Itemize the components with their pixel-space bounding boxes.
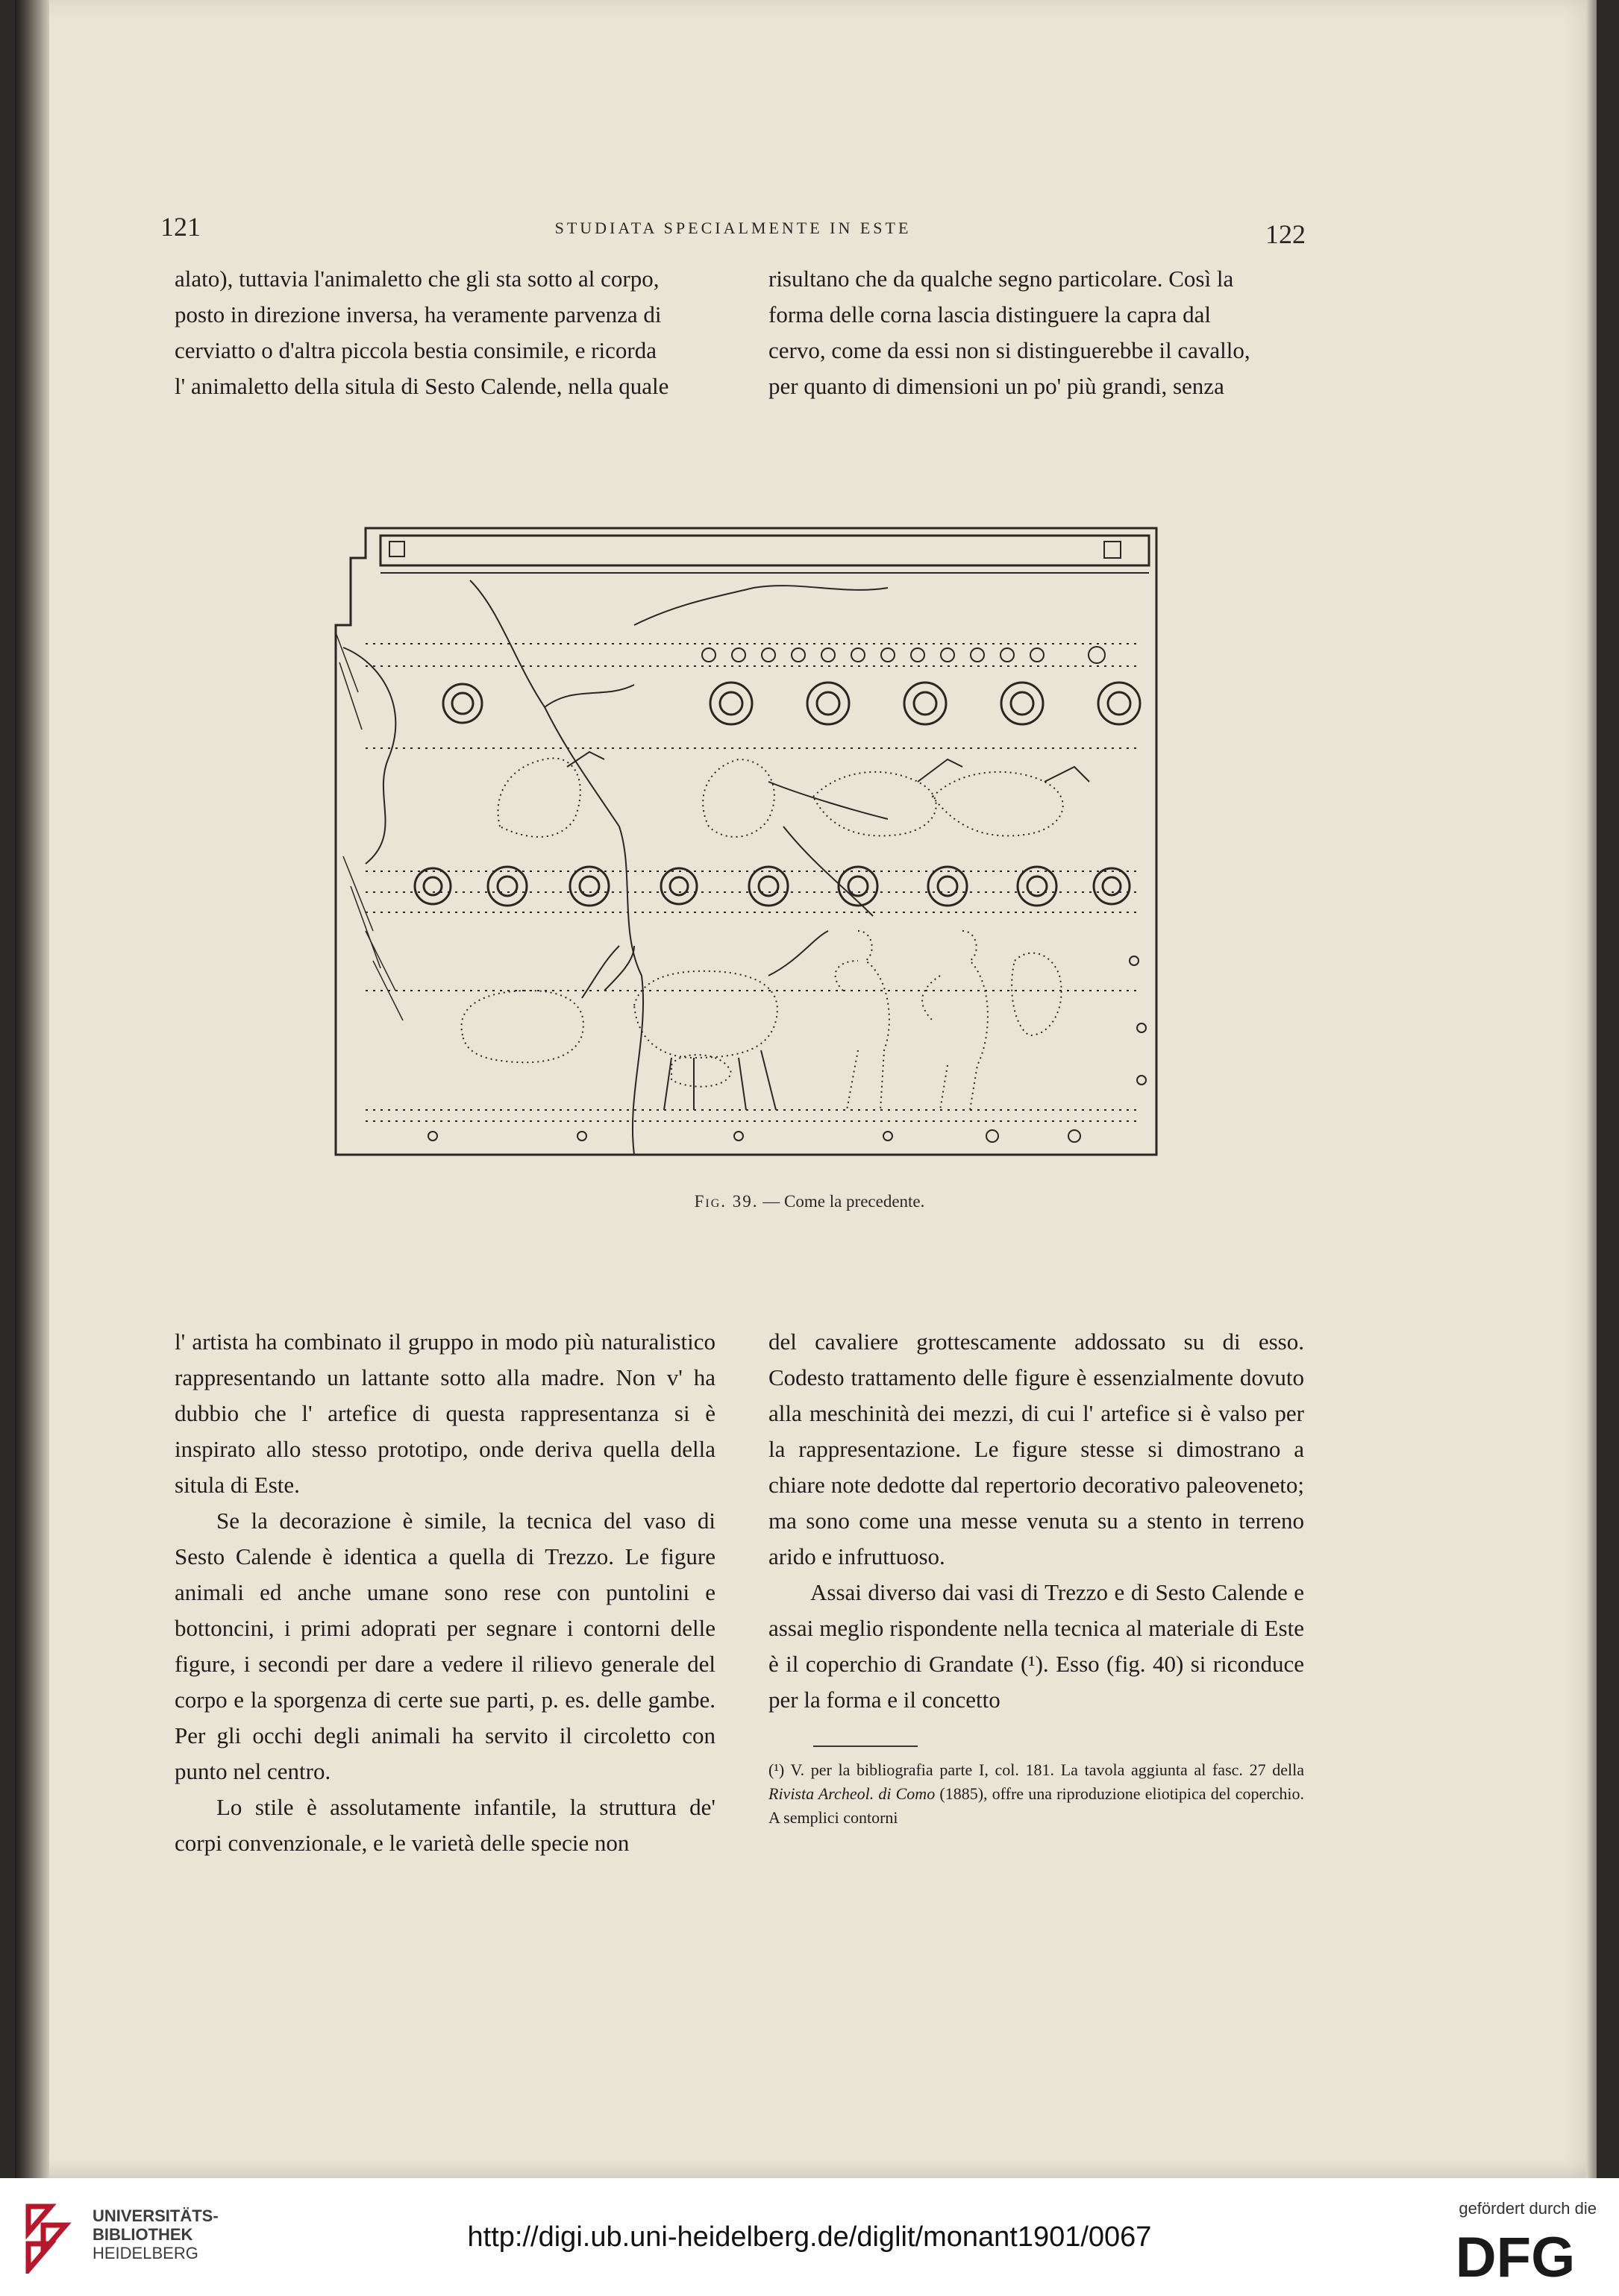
- paragraph: l' artista ha combinato il gruppo in modo più naturalistico rappresentando un lattante sotto alla madre. Non v' ha dubbio che l' artefice di questa rappresentanza si è inspirato allo stesso prototipo, onde deriva quella della situla di Este.: [175, 1329, 715, 1498]
- running-title: STUDIATA SPECIALMENTE IN ESTE: [554, 219, 912, 237]
- text-line: alato), tuttavia l'animaletto che gli sta sotto al corpo,: [175, 266, 660, 292]
- figure-caption: [0, 1192, 1619, 1211]
- column-bottom-left: [175, 1324, 715, 1861]
- library-name-line: BIBLIOTHEK: [93, 2225, 193, 2244]
- footnote-text-before: (¹) V. per la bibliografia parte I, col. 181. La tavola aggiunta al fasc. 27 della: [768, 1760, 1304, 1779]
- column-top-right: [768, 261, 1304, 404]
- book-gutter: [15, 0, 49, 2178]
- text-line: forma delle corna lascia distinguere la capra dal: [768, 301, 1212, 327]
- footnote: [768, 1758, 1304, 1830]
- paragraph: Assai diverso dai vasi di Trezzo e di Sesto Calende e assai meglio rispondente nella tecnica al materiale di Este è il coperchio di Grandate (¹). Esso (fig. 40) si riconduce per la forma e il concetto: [768, 1579, 1304, 1713]
- page-number-left: 121: [160, 212, 201, 242]
- permalink-url[interactable]: http://digi.ub.uni-heidelberg.de/diglit/monant1901/0067: [467, 2221, 1152, 2253]
- column-top-left: [175, 261, 715, 404]
- library-name-line: UNIVERSITÄTS-: [93, 2206, 219, 2225]
- viewer-footer: [0, 2178, 1619, 2296]
- text-line: posto in direzione inversa, ha veramente parvenza di: [175, 301, 662, 327]
- text-line: per quanto di dimensioni un po' più grandi, senza: [768, 373, 1224, 399]
- footnote-rule: [813, 1745, 918, 1747]
- column-bottom-right: [768, 1324, 1304, 1718]
- figure-label: Fig. 39.: [694, 1192, 759, 1211]
- page-number-right: 122: [1265, 219, 1306, 249]
- text-line: cerviatto o d'altra piccola bestia consimile, e ricorda: [175, 337, 657, 363]
- paragraph: Lo stile è assolutamente infantile, la struttura de' corpi convenzionale, e le varietà delle specie non: [175, 1794, 715, 1856]
- figure-39-engraving: [321, 513, 1164, 1162]
- library-name-line: HEIDELBERG: [93, 2244, 198, 2262]
- footnote-journal-title: Rivista Archeol. di Como: [768, 1784, 936, 1803]
- funder-label: gefördert durch die: [1459, 2199, 1597, 2218]
- footnote-text-after: (1885), offre una riproduzione eliotipica del coperchio. A semplici contorni: [768, 1784, 1304, 1827]
- text-line: l' animaletto della situla di Sesto Calende, nella quale: [175, 373, 669, 399]
- page-edge-right: [1586, 0, 1597, 2178]
- figure-caption-text: — Come la precedente.: [762, 1192, 925, 1211]
- dfg-logo-icon: [1437, 2230, 1594, 2283]
- dfg-logo-text: DFG: [1455, 2230, 1576, 2283]
- paragraph: del cavaliere grottescamente addossato su di esso. Codesto trattamento delle figure è essenzialmente dovuto alla meschinità dei mezzi, di cui l' artefice si è valso per la rappresentazione. Le figure stesse si dimostrano a chiare note dedotte dal repertorio decorativo paleoveneto; ma sono come una messe venuta su a stento in terreno arido e infruttuoso.: [768, 1329, 1304, 1569]
- page-header: [160, 211, 1306, 248]
- text-line: cervo, come da essi non si distinguerebbe il cavallo,: [768, 337, 1250, 363]
- paragraph: Se la decorazione è simile, la tecnica del vaso di Sesto Calende è identica a quella di Trezzo. Le figure animali ed anche umane sono rese con puntolini e bottoncini, i primi adoprati per segnare i contorni delle figure, i secondi per dare a vedere il rilievo generale del corpo e la sporgenza di certe sue parti, p. es. delle gambe. Per gli occhi degli animali ha servito il circoletto con punto nel centro.: [175, 1508, 715, 1784]
- text-line: risultano che da qualche segno particolare. Così la: [768, 266, 1234, 292]
